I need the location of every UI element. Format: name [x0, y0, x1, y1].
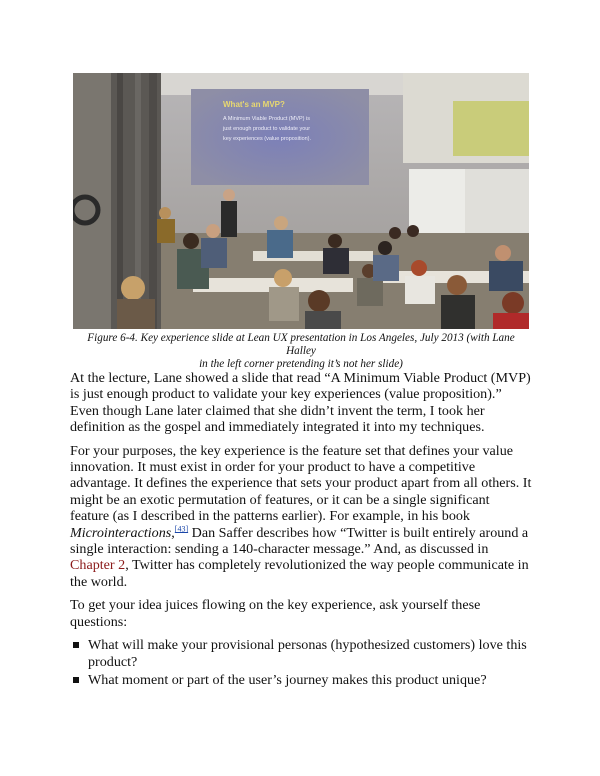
book-title: Microinteractions — [70, 524, 172, 541]
slide-line-2: just enough product to validate your — [223, 126, 311, 132]
paragraph-questions-intro: To get your idea juices flowing on the key experience, ask yourself these questions: — [70, 597, 481, 630]
paragraph-lecture: At the lecture, Lane showed a slide that read “A Minimum Viable Product (MVP) is just enough product to validate your key experiences (value proposition).” Even though Lane later claimed that she didn’t invent the term, I took her definition as the gospel and immediately integrated it into my techniques. — [70, 370, 531, 436]
caption-line-1: Figure 6-4. Key experience slide at Lean UX presentation in Los Angeles, July 2013 (with Lane Halley — [87, 332, 515, 357]
footnote-link[interactable]: [43] — [174, 523, 189, 533]
figure-photo — [73, 73, 529, 329]
para2-text-middle: Dan Saffer describes how “Twitter is built entirely around a single interaction: sending a 140-character message.” And, as discussed in — [70, 524, 529, 558]
question-list — [70, 637, 532, 688]
slide-title: What's an MVP? — [223, 100, 285, 109]
list-item — [70, 672, 532, 688]
para2-text-end: , Twitter has completely revolutionized the way people communicate in the world. — [70, 557, 529, 590]
slide-line-3: key experiences (value proposition). — [223, 136, 312, 142]
bullet-square-icon — [73, 642, 79, 648]
para2-comma: , — [171, 524, 175, 541]
paragraph-key-experience — [70, 443, 532, 591]
slide-line-1: A Minimum Viable Product (MVP) is — [223, 116, 311, 122]
list-item — [70, 637, 532, 670]
figure-caption — [72, 332, 530, 371]
bullet-square-icon — [73, 677, 79, 683]
list-item-text: What will make your provisional personas (hypothesized customers) love this product? — [88, 637, 527, 670]
para2-text-start: For your purposes, the key experience is the feature set that defines your value innovation. It must exist in order for your product to have a competitive advantage. It defines the experience that sets your product apart from all others. It might be an exotic permutation of features, or it can be a single significant feature (as I described in the patterns earlier). For example, in his book — [70, 442, 532, 525]
chapter-2-link[interactable]: Chapter 2 — [70, 557, 126, 574]
caption-line-2: in the left corner pretending it’s not her slide) — [199, 358, 403, 370]
body-text — [70, 370, 532, 690]
list-item-text: What moment or part of the user’s journey makes this product unique? — [88, 671, 487, 688]
